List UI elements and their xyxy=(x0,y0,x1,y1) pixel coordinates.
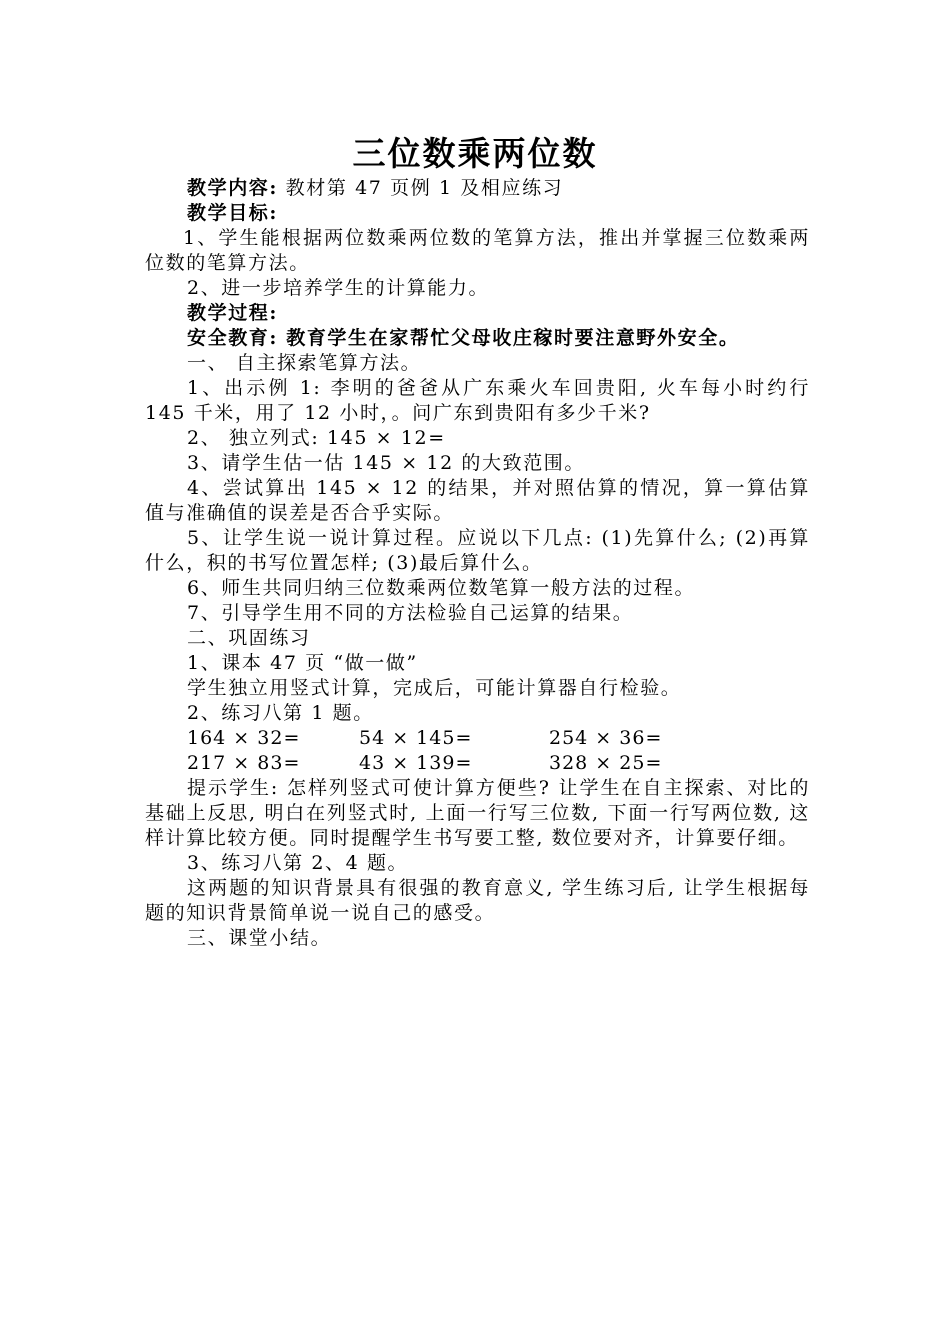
teaching-content-line xyxy=(145,176,810,201)
teaching-goals-label: 教学目标: xyxy=(187,202,279,224)
step-5: 5、让学生说一说计算过程。应说以下几点: (1)先算什么; (2)再算什么，积的书写位置怎样; (3)最后算什么。 xyxy=(145,527,810,574)
practice-1-description: 学生独立用竖式计算，完成后，可能计算器自行检验。 xyxy=(187,677,682,699)
calc-item: 254 × 36= xyxy=(549,727,663,749)
teaching-content-text: 教材第 47 页例 1 及相应练习 xyxy=(285,177,564,199)
teaching-process-label: 教学过程: xyxy=(187,302,279,324)
section-2-heading: 二、巩固练习 xyxy=(187,627,311,649)
calc-item: 328 × 25= xyxy=(549,752,663,774)
safety-education-line xyxy=(145,326,810,351)
calc-item: 43 × 139= xyxy=(359,752,473,774)
step-4: 4、尝试算出 145 × 12 的结果，并对照估算的情况，算一算估算值与准确值的误差是否合乎实际。 xyxy=(145,477,810,524)
calc-item: 54 × 145= xyxy=(359,727,473,749)
calc-item: 217 × 83= xyxy=(187,752,301,774)
goal-1: 1、学生能根据两位数乘两位数的笔算方法，推出并掌握三位数乘两位数的笔算方法。 xyxy=(145,227,810,274)
step-1: 1、出示例 1: 李明的爸爸从广东乘火车回贵阳, 火车每小时约行 145 千米，用了 12 小时，。问广东到贵阳有多少千米? xyxy=(145,377,810,424)
step-3: 3、请学生估一估 145 × 12 的大致范围。 xyxy=(187,452,586,474)
hint-paragraph: 提示学生: 怎样列竖式可使计算方便些? 让学生在自主探索、对比的基础上反思, 明白在列竖式时, 上面一行写三位数, 下面一行写两位数, 这样计算比较方便。同时提醒学生书写要工整, 数位要对齐，计算要仔细。 xyxy=(145,777,810,849)
step-2: 2、 独立列式: 145 × 12= xyxy=(187,427,446,449)
page-title: 三位数乘两位数 xyxy=(352,134,598,173)
lesson-body xyxy=(145,176,810,951)
safety-education-text: 教育学生在家帮忙父母收庄稼时要注意野外安全。 xyxy=(286,327,740,349)
goal-2: 2、进一步培养学生的计算能力。 xyxy=(187,277,490,299)
calc-row xyxy=(145,726,810,751)
calc-item: 164 × 32= xyxy=(187,727,301,749)
practice-3-description: 这两题的知识背景具有很强的教育意义, 学生练习后, 让学生根据每题的知识背景简单说一说自己的感受。 xyxy=(145,877,810,924)
calc-row xyxy=(145,751,810,776)
section-1-heading: 一、 自主探索笔算方法。 xyxy=(187,352,422,374)
safety-education-label: 安全教育: xyxy=(187,327,279,349)
teaching-content-label: 教学内容: xyxy=(187,177,279,199)
practice-3: 3、练习八第 2、4 题。 xyxy=(187,852,409,874)
practice-2: 2、练习八第 1 题。 xyxy=(187,702,374,724)
practice-1: 1、课本 47 页 “做一做” xyxy=(187,652,418,674)
section-3-heading: 三、课堂小结。 xyxy=(187,927,332,949)
step-6: 6、师生共同归纳三位数乘两位数笔算一般方法的过程。 xyxy=(187,577,696,599)
step-7: 7、引导学生用不同的方法检验自己运算的结果。 xyxy=(187,602,634,624)
